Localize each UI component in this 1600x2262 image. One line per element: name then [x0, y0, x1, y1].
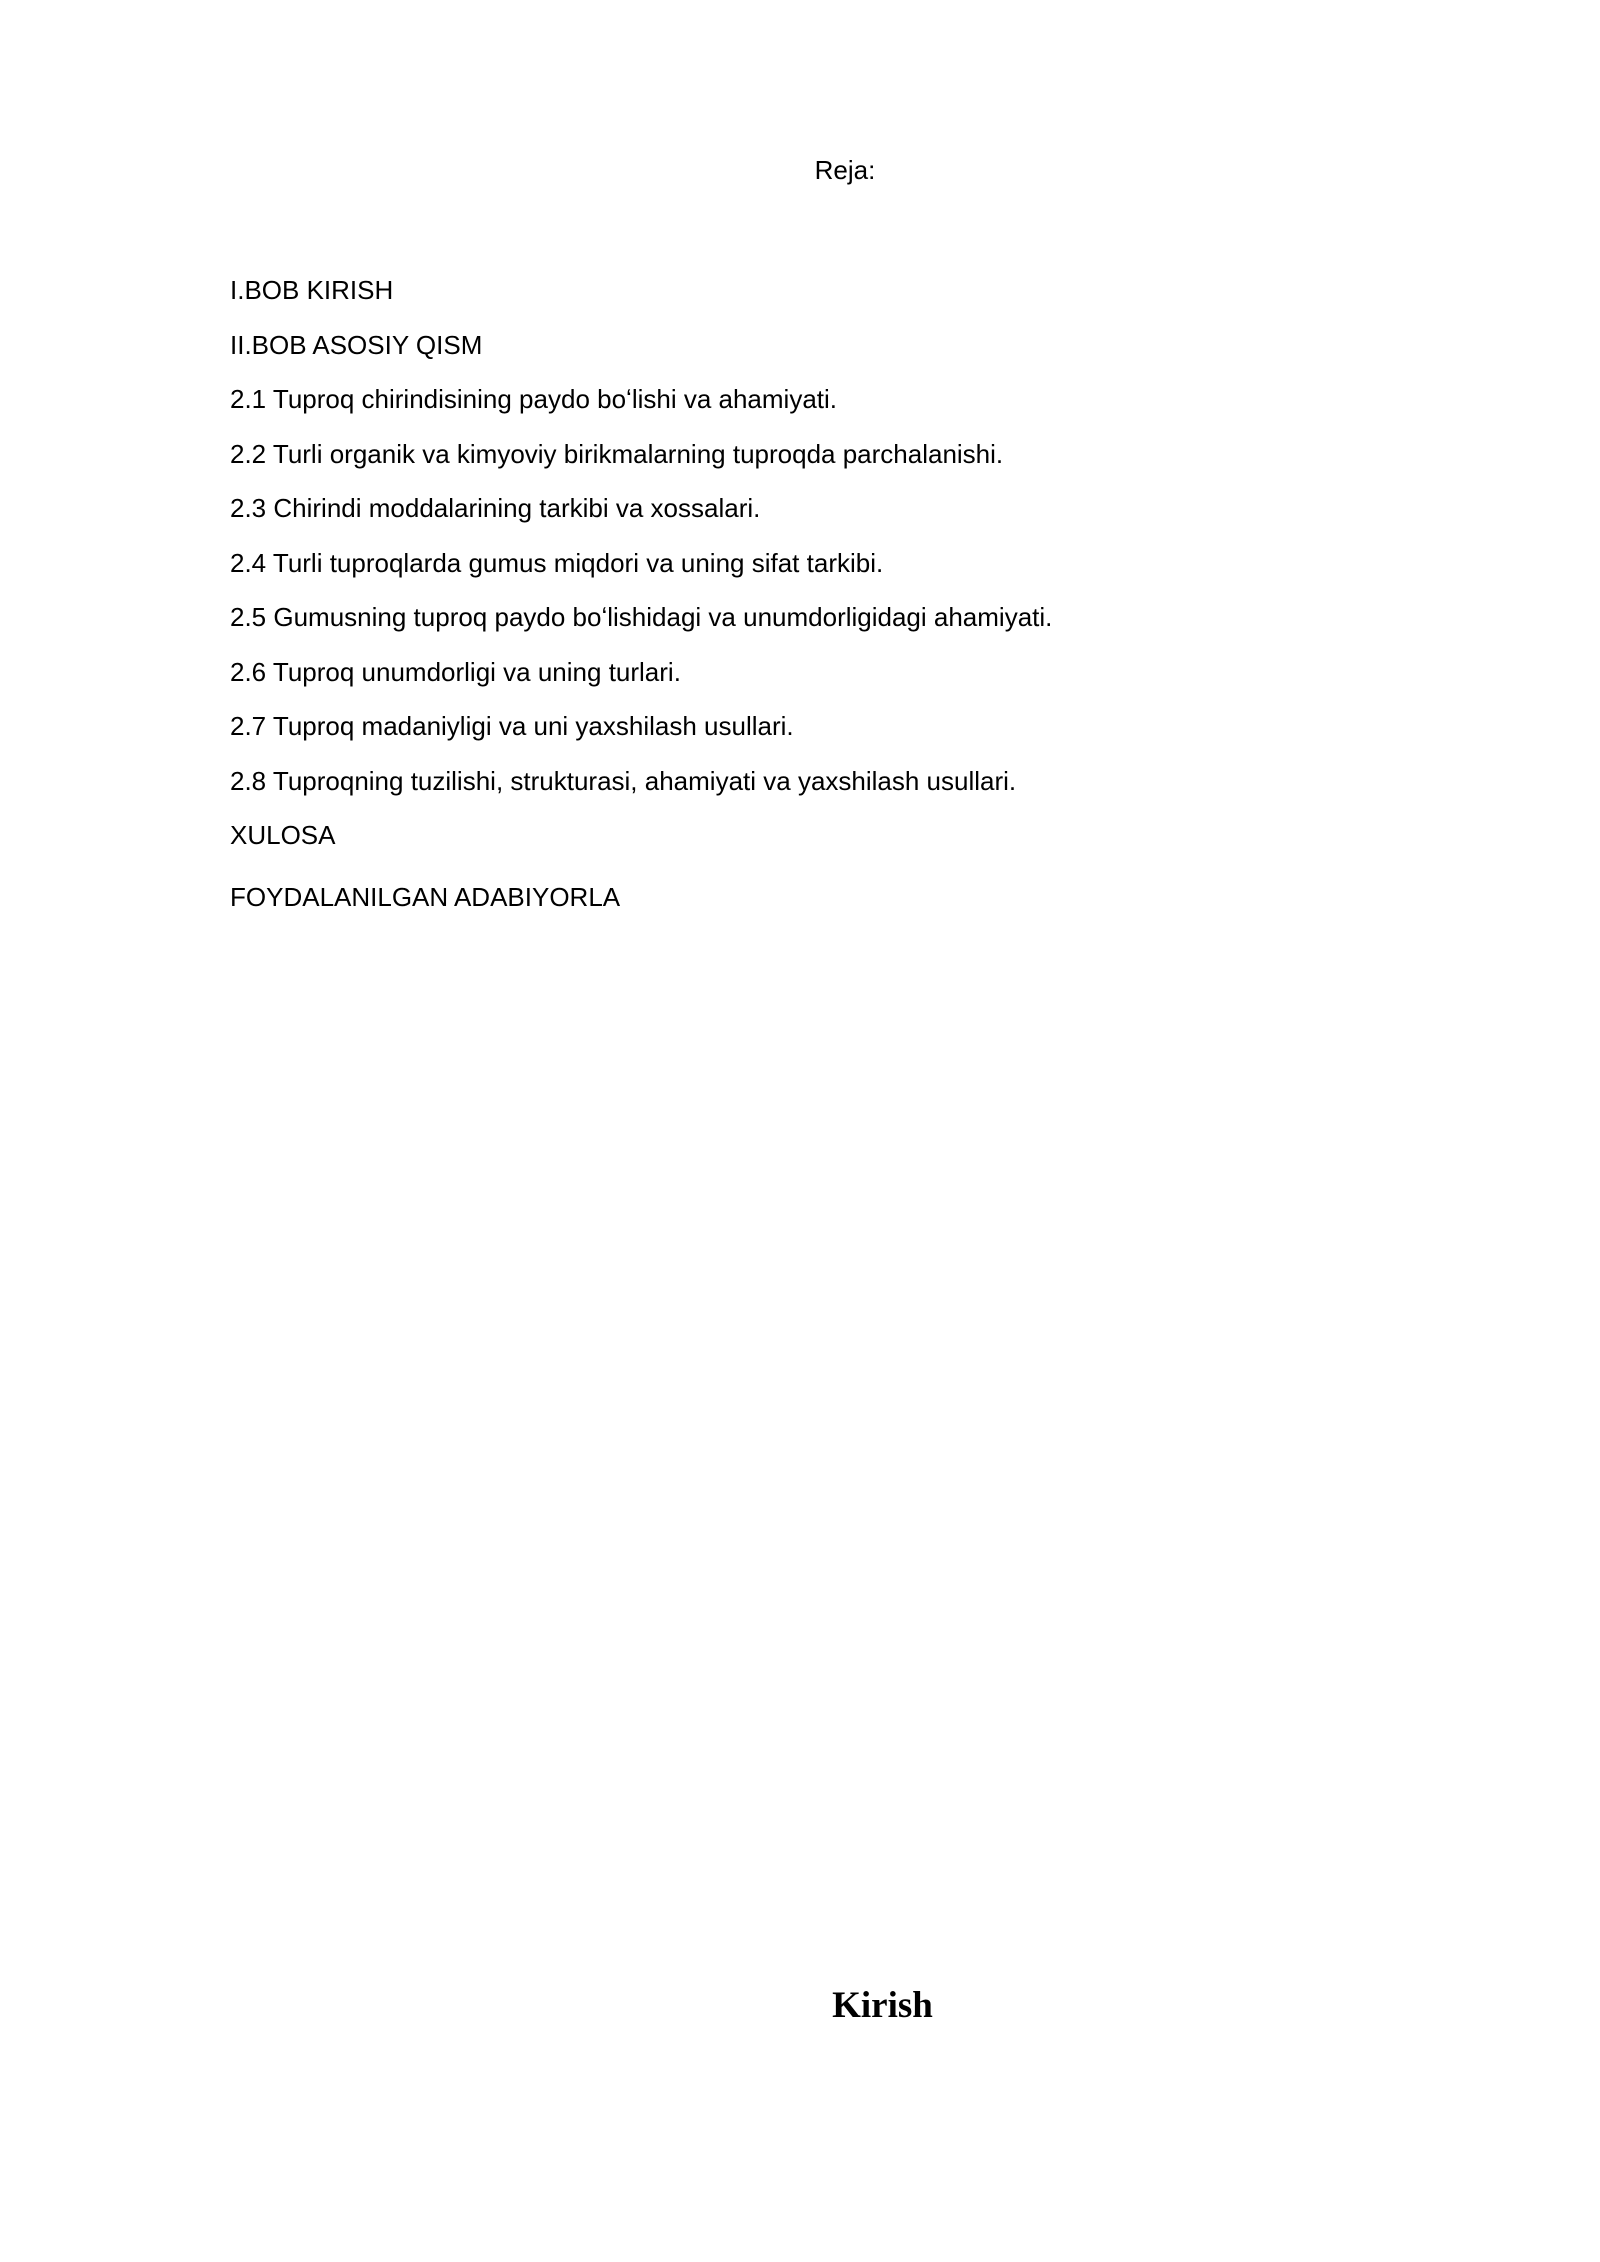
section-heading-introduction: Kirish [832, 1985, 933, 2026]
toc-item-2-7: 2.7 Tuproq madaniyligi va uni yaxshilash usullari. [230, 711, 794, 741]
toc-item-chapter-1: I.BOB KIRISH [230, 275, 394, 305]
table-of-contents [230, 272, 1430, 934]
toc-item-references: FOYDALANILGAN ADABIYORLA [230, 882, 621, 912]
toc-item-conclusion: XULOSA [230, 820, 336, 850]
toc-item-2-3: 2.3 Chirindi moddalarining tarkibi va xossalari. [230, 493, 761, 523]
toc-item-2-4: 2.4 Turli tuproqlarda gumus miqdori va uning sifat tarkibi. [230, 547, 884, 578]
toc-item-2-5: 2.5 Gumusning tuproq paydo boʻlishidagi va unumdorligidagi ahamiyati. [230, 602, 1053, 632]
toc-item-chapter-2: II.BOB ASOSIY QISM [230, 329, 483, 360]
toc-item-2-2: 2.2 Turli organik va kimyoviy birikmalarning tuproqda parchalanishi. [230, 438, 1004, 469]
toc-item-2-8: 2.8 Tuproqning tuzilishi, strukturasi, ahamiyati va yaxshilash usullari. [230, 765, 1017, 796]
toc-item-2-1: 2.1 Tuproq chirindisining paydo boʻlishi va ahamiyati. [230, 384, 838, 414]
toc-item-2-6: 2.6 Tuproq unumdorligi va uning turlari. [230, 656, 681, 687]
plan-title: Reja: [814, 155, 876, 185]
